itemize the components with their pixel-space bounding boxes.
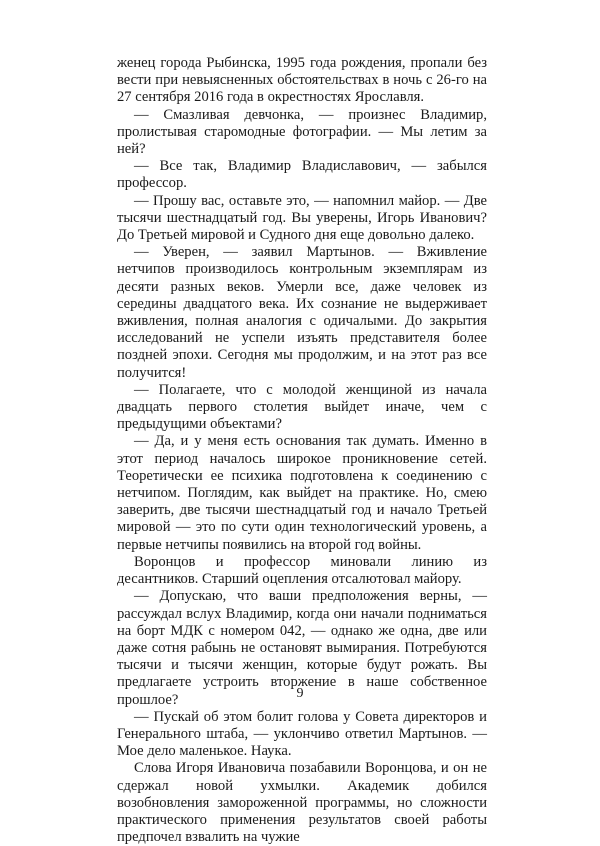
paragraph: — Допускаю, что ваши предположения верны, — рассуждал вслух Владимир, когда они начали подниматься на борт МДК с номером 042, — однако же одна, две или даже сотня рабынь не остановят вымирания. Потребуются тысячи и тысячи женщин, которые будут рожать. Вы предлагаете устроить вторжение в наше собственное прошлое?: [117, 588, 487, 708]
paragraph: — Прошу вас, оставьте это, — напомнил майор. — Две тысячи шестнадцатый год. Вы уверены, Игорь Иванович? До Третьей мировой и Судного дня еще довольно далеко.: [117, 192, 487, 244]
paragraph: — Смазливая девчонка, — произнес Владимир, пролистывая старомодные фотографии. — Мы летим за ней?: [117, 106, 487, 158]
paragraph: — Все так, Владимир Владиславович, — забылся профессор.: [117, 158, 487, 192]
paragraph: Слова Игоря Ивановича позабавили Воронцова, и он не сдержал новой ухмылки. Академик добился возобновления замороженной программы, но сложности практического применения результатов своей работы предпочел взвалить на чужие: [117, 760, 487, 846]
paragraph: женец города Рыбинска, 1995 года рождения, пропали без вести при невыясненных обстоятельствах в ночь с 26-го на 27 сентября 2016 года в окрестностях Ярославля.: [117, 55, 487, 106]
paragraph: — Да, и у меня есть основания так думать. Именно в этот период началось широкое проникновение сетей. Теоретически ее психика подготовлена к соединению с нетчипом. Поглядим, как выйдет на практике. Но, смею заверить, две тысячи шестнадцатый год и начало Третьей мировой — это по сути один технологический уровень, а первые нетчипы появились на второй год войны.: [117, 433, 487, 553]
paragraph: — Полагаете, что с молодой женщиной из начала двадцать первого столетия выйдет иначе, чем с предыдущими объектами?: [117, 381, 487, 433]
page-number: 9: [296, 686, 304, 701]
paragraph: Воронцов и профессор миновали линию из десантников. Старший оцепления отсалютовал майору.: [117, 553, 487, 588]
paragraph: — Пускай об этом болит голова у Совета директоров и Генерального штаба, — уклончиво ответил Мартынов. — Мое дело маленькое. Наука.: [117, 708, 487, 760]
body-text: [117, 55, 487, 846]
paragraph: — Уверен, — заявил Мартынов. — Вживление нетчипов производилось контрольным экземплярам из десяти разных веков. Умерли все, даже человек из середины двадцатого века. Их сознание не выдерживает вживления, полная аналогия с одичалыми. До закрытия исследований не успели изъять представителя более поздней эпохи. Сегодня мы продолжим, и на этот раз все получится!: [117, 244, 487, 381]
